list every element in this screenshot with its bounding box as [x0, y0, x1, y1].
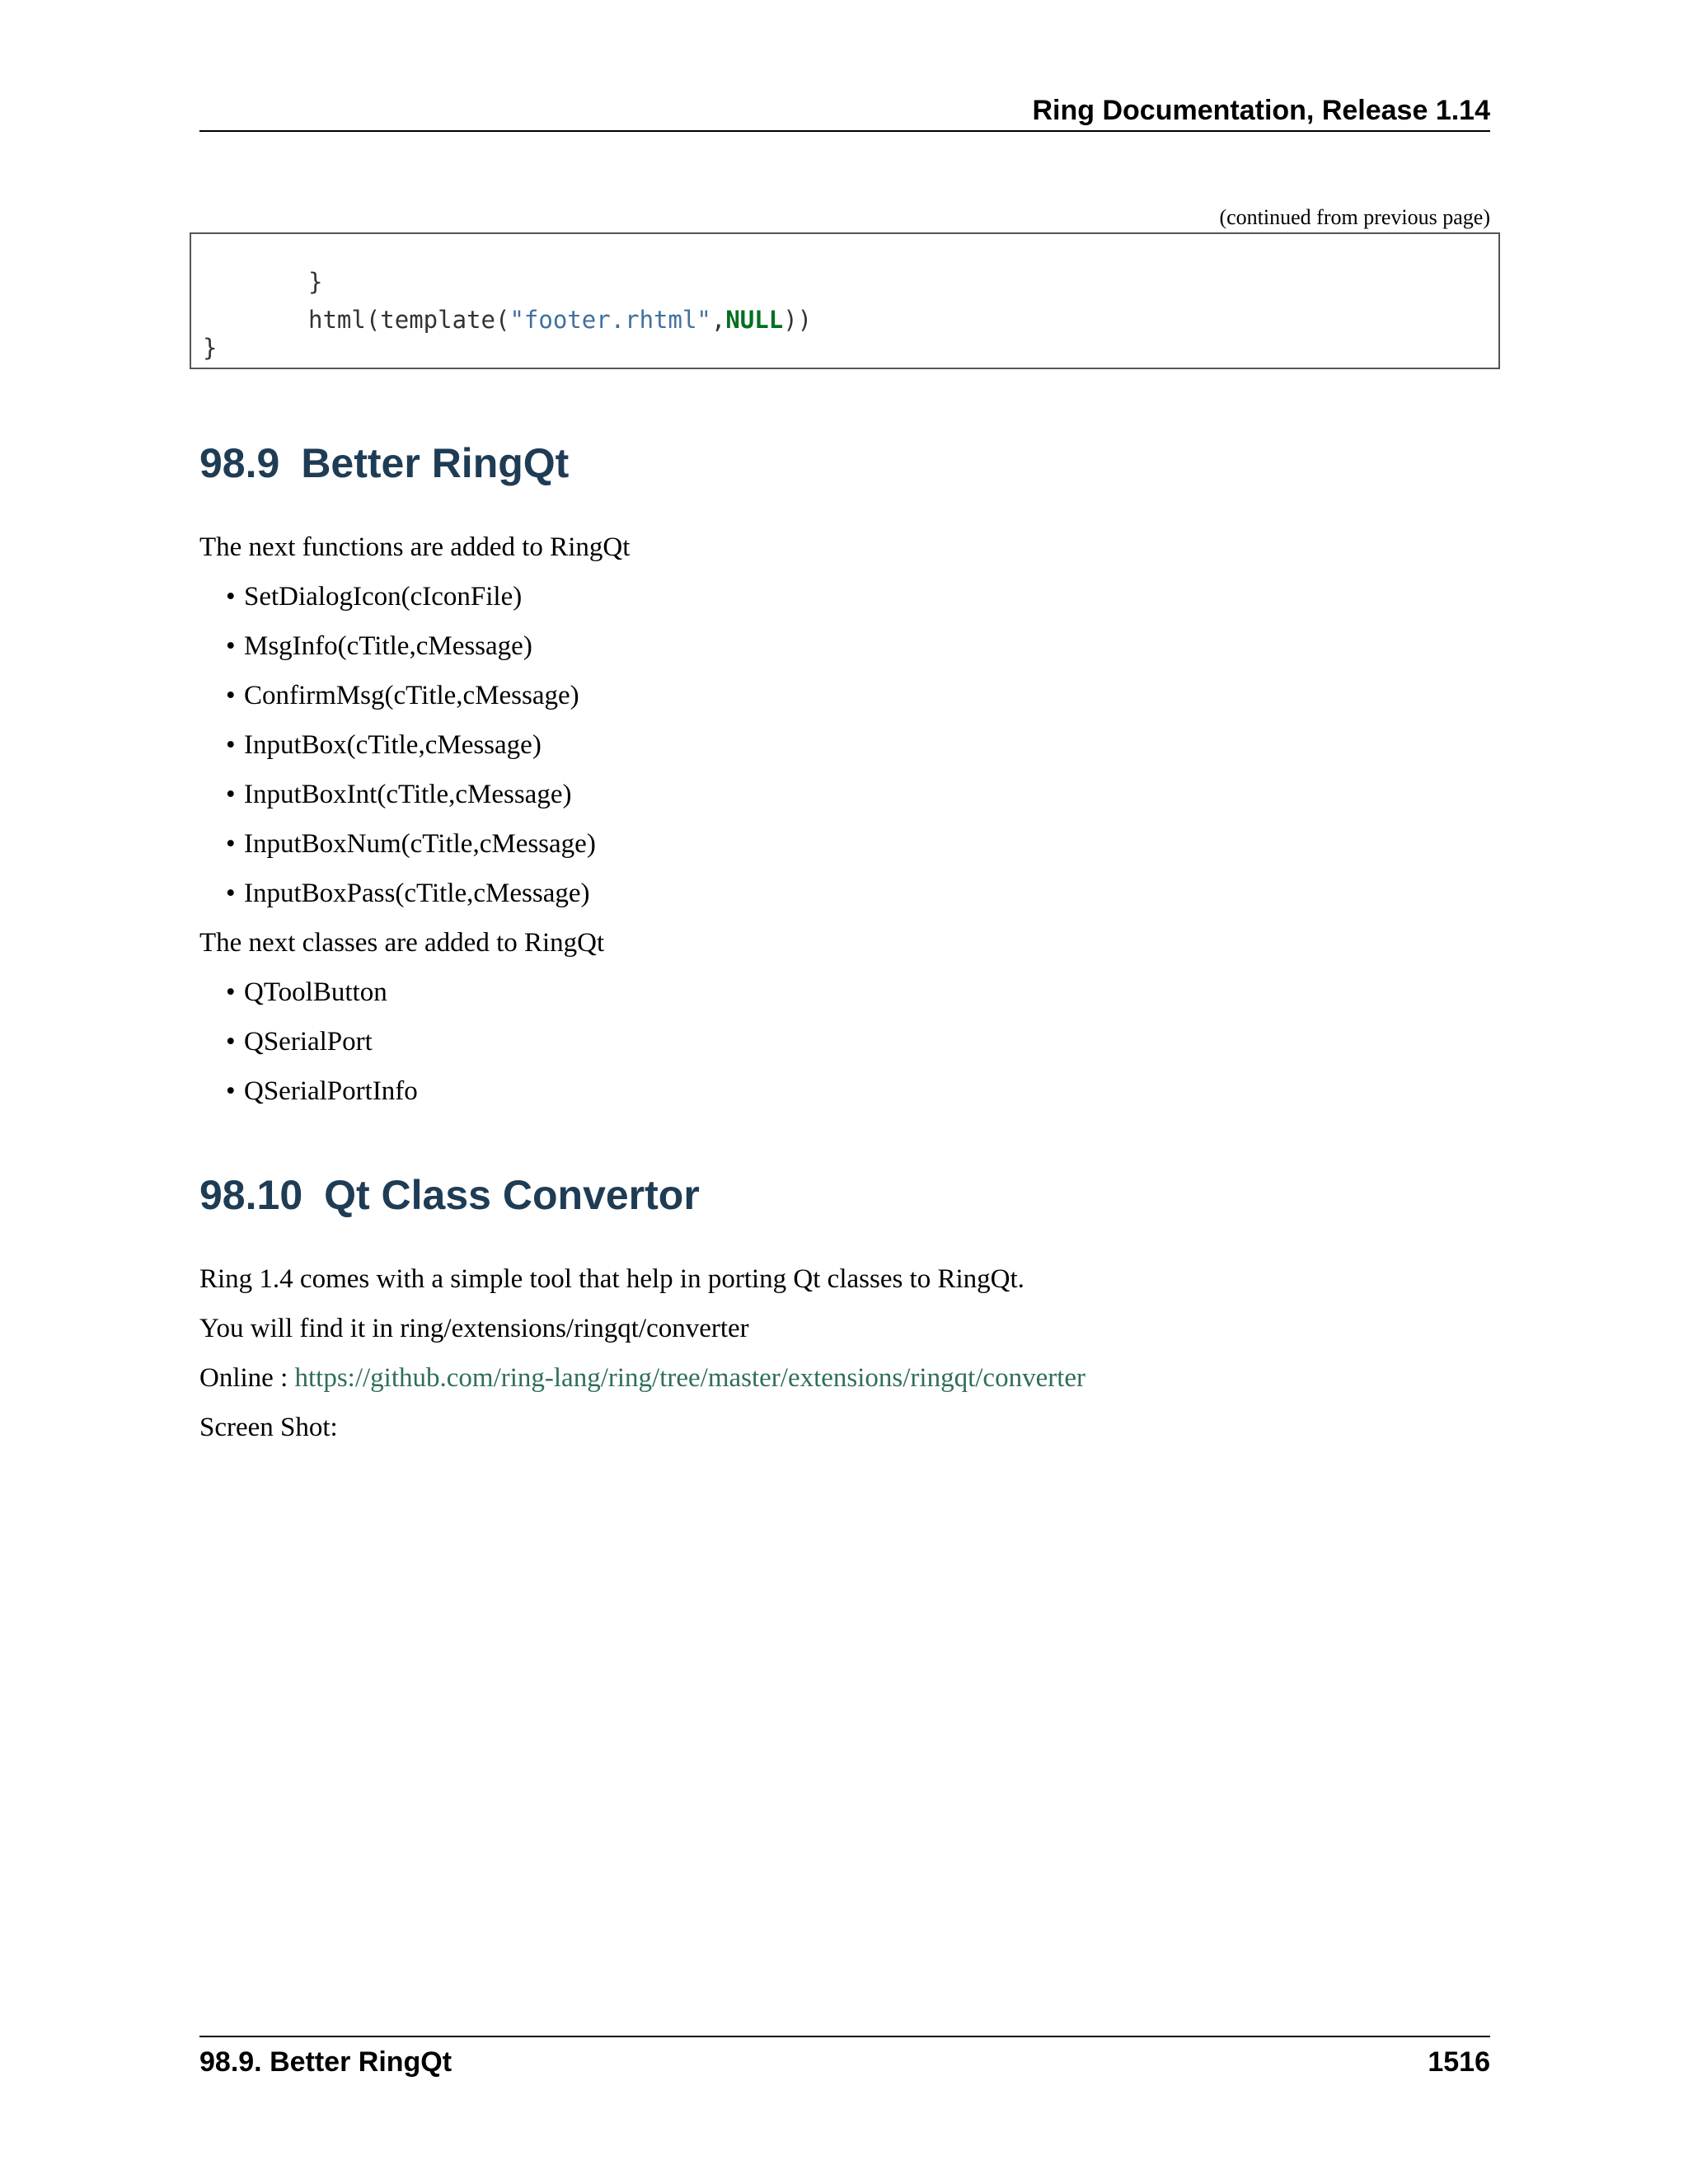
bullet-icon: •	[226, 730, 236, 760]
list-item: • InputBoxNum(cTitle,cMessage)	[244, 826, 596, 862]
bullet-icon: •	[226, 1027, 236, 1057]
code-brace: }	[308, 268, 323, 296]
list-item: • InputBoxInt(cTitle,cMessage)	[244, 776, 571, 813]
bullet-icon: •	[226, 879, 236, 908]
converter-link[interactable]: https://github.com/ring-lang/ring/tree/master/extensions/ringqt/converter	[294, 1363, 1086, 1393]
list-item: • QSerialPort	[244, 1024, 373, 1060]
section-heading-better-ringqt	[199, 437, 569, 490]
bullet-icon: •	[226, 977, 236, 1007]
list-item: • MsgInfo(cTitle,cMessage)	[244, 628, 532, 664]
code-comma: ,	[710, 306, 726, 334]
bullet-icon: •	[226, 1076, 236, 1106]
bullet-icon: •	[226, 631, 236, 661]
page-number: 1516	[1428, 2046, 1490, 2078]
online-line	[199, 1360, 1085, 1396]
online-label: Online :	[199, 1363, 295, 1393]
bullet-icon: •	[226, 582, 236, 612]
list-item: • ConfirmMsg(cTitle,cMessage)	[244, 677, 579, 714]
code-call: html(template(	[308, 306, 510, 334]
footer-section: 98.9. Better RingQt	[199, 2046, 452, 2078]
classes-intro: The next classes are added to RingQt	[199, 928, 605, 958]
footer-rule	[199, 2036, 1490, 2037]
section-number: 98.9	[199, 440, 280, 486]
list-item: • InputBoxPass(cTitle,cMessage)	[244, 875, 590, 912]
functions-intro: The next functions are added to RingQt	[199, 532, 631, 562]
code-string: "footer.rhtml"	[509, 306, 711, 334]
bullet-icon: •	[226, 780, 236, 809]
section-title: Qt Class Convertor	[324, 1172, 700, 1218]
code-line-1	[308, 267, 322, 297]
code-keyword: NULL	[725, 306, 784, 334]
section-number: 98.10	[199, 1172, 303, 1218]
list-item: • QSerialPortInfo	[244, 1073, 418, 1109]
code-block	[190, 232, 1500, 369]
code-line-3	[203, 333, 217, 363]
continued-note: (continued from previous page)	[1219, 205, 1490, 229]
section-heading-qt-class-convertor	[199, 1169, 700, 1221]
bullet-icon: •	[226, 681, 236, 710]
header-rule	[199, 130, 1490, 132]
list-item: • QToolButton	[244, 974, 387, 1010]
convertor-paragraph-1: Ring 1.4 comes with a simple tool that help in porting Qt classes to RingQt.	[199, 1264, 1025, 1294]
code-close: ))	[783, 306, 813, 334]
screenshot-label: Screen Shot:	[199, 1413, 338, 1442]
running-header: Ring Documentation, Release 1.14	[1032, 95, 1490, 126]
section-title: Better RingQt	[301, 440, 570, 486]
list-item: • InputBox(cTitle,cMessage)	[244, 727, 542, 763]
code-line-2	[308, 305, 812, 335]
list-item: • SetDialogIcon(cIconFile)	[244, 579, 522, 615]
bullet-icon: •	[226, 829, 236, 859]
code-brace: }	[203, 334, 218, 362]
convertor-paragraph-2: You will find it in ring/extensions/ringqt/converter	[199, 1314, 749, 1343]
